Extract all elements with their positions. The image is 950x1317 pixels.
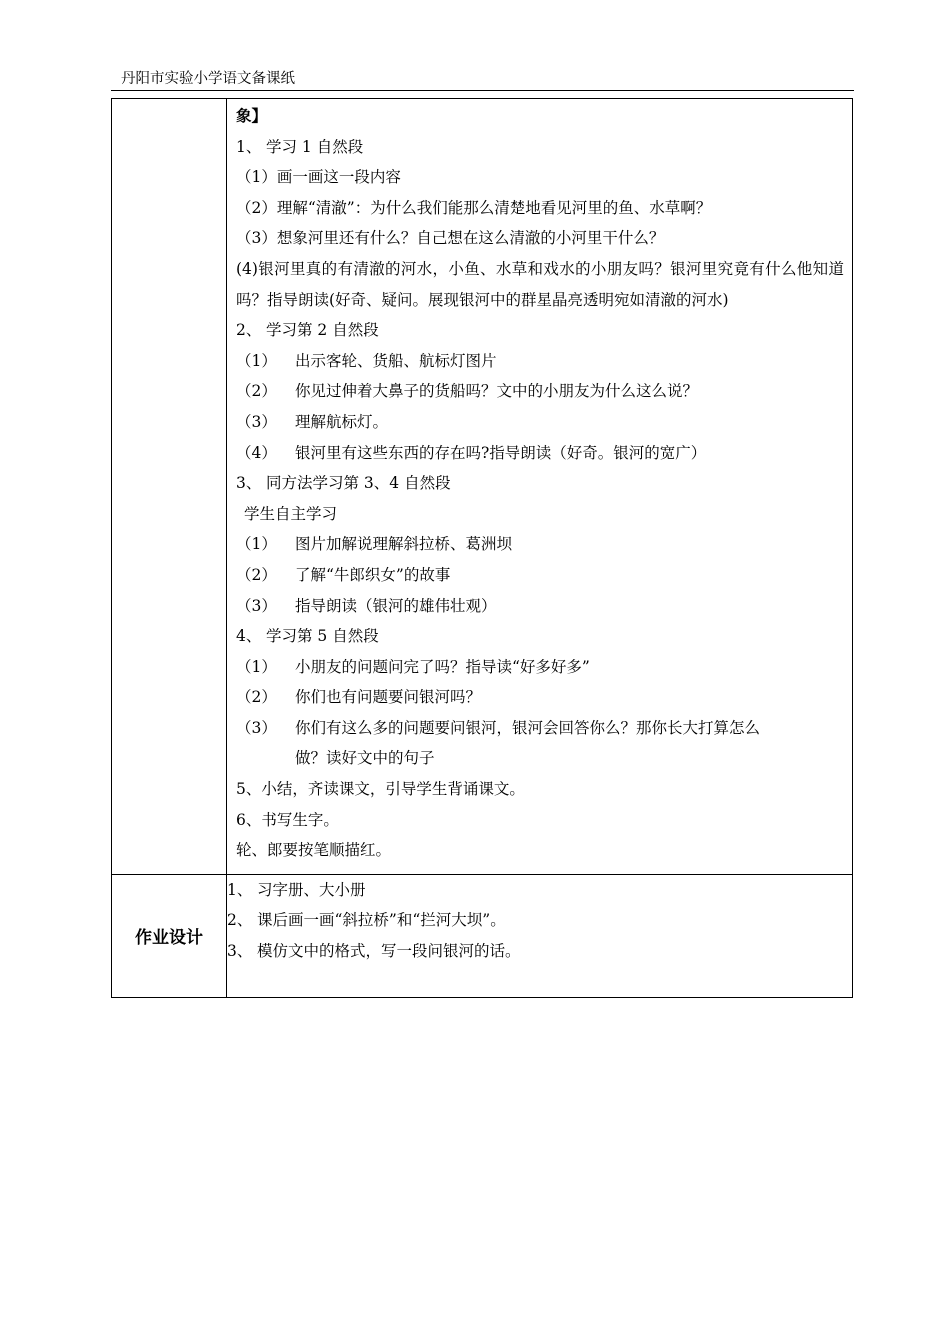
text-line: 5、小结，齐读课文，引导学生背诵课文。 <box>236 780 525 799</box>
item-text: 指导朗读（银河的雄伟壮观） <box>295 596 497 615</box>
item-text: 图片加解说理解斜拉桥、葛洲坝 <box>295 535 513 554</box>
item-number: （2） <box>236 688 277 707</box>
lesson-plan-table <box>111 98 853 998</box>
item-text: 学习第 2 自然段 <box>266 321 379 340</box>
step-item <box>236 468 844 499</box>
item-text: 了解“牛郎织女”的故事 <box>295 565 451 584</box>
item-number: （1） <box>236 657 277 676</box>
homework-content-cell <box>227 874 853 997</box>
item-number: （3） <box>236 718 277 737</box>
item-number: 1、 <box>236 137 262 156</box>
homework-label: 作业设计 <box>112 874 227 997</box>
item-text: 习字册、大小册 <box>257 880 366 899</box>
sub-step-item <box>236 560 844 591</box>
step-item <box>236 132 844 163</box>
item-text: 学习 1 自然段 <box>266 137 364 156</box>
item-number: 4、 <box>236 627 262 646</box>
process-label-cell <box>112 99 227 875</box>
item-number: （1） <box>236 535 277 554</box>
homework-item <box>227 936 852 967</box>
item-text: 学习第 5 自然段 <box>266 627 379 646</box>
item-number: 3、 <box>236 474 262 493</box>
process-row <box>112 99 853 875</box>
homework-item <box>227 905 852 936</box>
text-line: （2）理解“清澈”：为什么我们能那么清楚地看见河里的鱼、水草啊？ <box>236 198 712 217</box>
item-text: 模仿文中的格式，写一段问银河的话。 <box>257 941 521 960</box>
sub-step-item <box>236 438 844 469</box>
text-line: 做？读好文中的句子 <box>295 749 435 768</box>
header-rule <box>111 90 854 91</box>
sub-step-item <box>236 407 844 438</box>
item-number: （1） <box>236 351 277 370</box>
text-line: （1）画一画这一段内容 <box>236 168 401 187</box>
sub-step-item <box>236 346 844 377</box>
item-text: 理解航标灯。 <box>295 412 389 431</box>
item-number: 1、 <box>227 880 253 899</box>
sub-step-item <box>236 713 844 744</box>
sub-step-item <box>236 652 844 683</box>
item-text: 出示客轮、货船、航标灯图片 <box>295 351 497 370</box>
item-number: （2） <box>236 565 277 584</box>
homework-item <box>227 875 852 906</box>
item-number: （2） <box>236 382 277 401</box>
page-header-title: 丹阳市实验小学语文备课纸 <box>121 71 295 87</box>
text-line: 学生自主学习 <box>244 504 338 523</box>
homework-row <box>112 874 853 997</box>
text-line: 轮、郎要按笔顺描红。 <box>236 841 392 860</box>
item-number: （4） <box>236 443 277 462</box>
section-heading: 象】 <box>236 107 268 125</box>
step-item <box>236 315 844 346</box>
text-line: （3）想象河里还有什么？自己想在这么清澈的小河里干什么？ <box>236 229 665 248</box>
item-text: 银河里有这些东西的存在吗?指导朗读（好奇。银河的宽广） <box>295 443 707 462</box>
item-text: 课后画一画“斜拉桥”和“拦河大坝”。 <box>257 911 506 930</box>
item-number: （3） <box>236 412 277 431</box>
item-text: 小朋友的问题问完了吗？指导读“好多好多” <box>295 657 590 676</box>
sub-step-item <box>236 682 844 713</box>
item-number: （3） <box>236 596 277 615</box>
sub-step-item <box>236 529 844 560</box>
homework-list <box>227 875 852 967</box>
item-text: 你见过伸着大鼻子的货船吗？文中的小朋友为什么这么说？ <box>295 382 699 401</box>
item-text: 你们有这么多的问题要问银河，银河会回答你么？那你长大打算怎么 <box>295 718 761 737</box>
text-line: 6、书写生字。 <box>236 810 339 829</box>
item-text: 你们也有问题要问银河吗？ <box>295 688 482 707</box>
text-line: (4)银河里真的有清澈的河水，小鱼、水草和戏水的小朋友吗？银河里究竟有什么他知道吗？指导朗读(好奇、疑问。展现银河中的群星晶亮透明宛如清澈的河水) <box>236 259 844 309</box>
item-number: 2、 <box>236 321 262 340</box>
item-number: 2、 <box>227 911 253 930</box>
step-item <box>236 621 844 652</box>
process-content <box>227 99 852 874</box>
item-text: 同方法学习第 3、4 自然段 <box>266 474 451 493</box>
process-content-cell <box>227 99 853 875</box>
item-number: 3、 <box>227 941 253 960</box>
sub-step-item <box>236 591 844 622</box>
sub-step-item <box>236 376 844 407</box>
